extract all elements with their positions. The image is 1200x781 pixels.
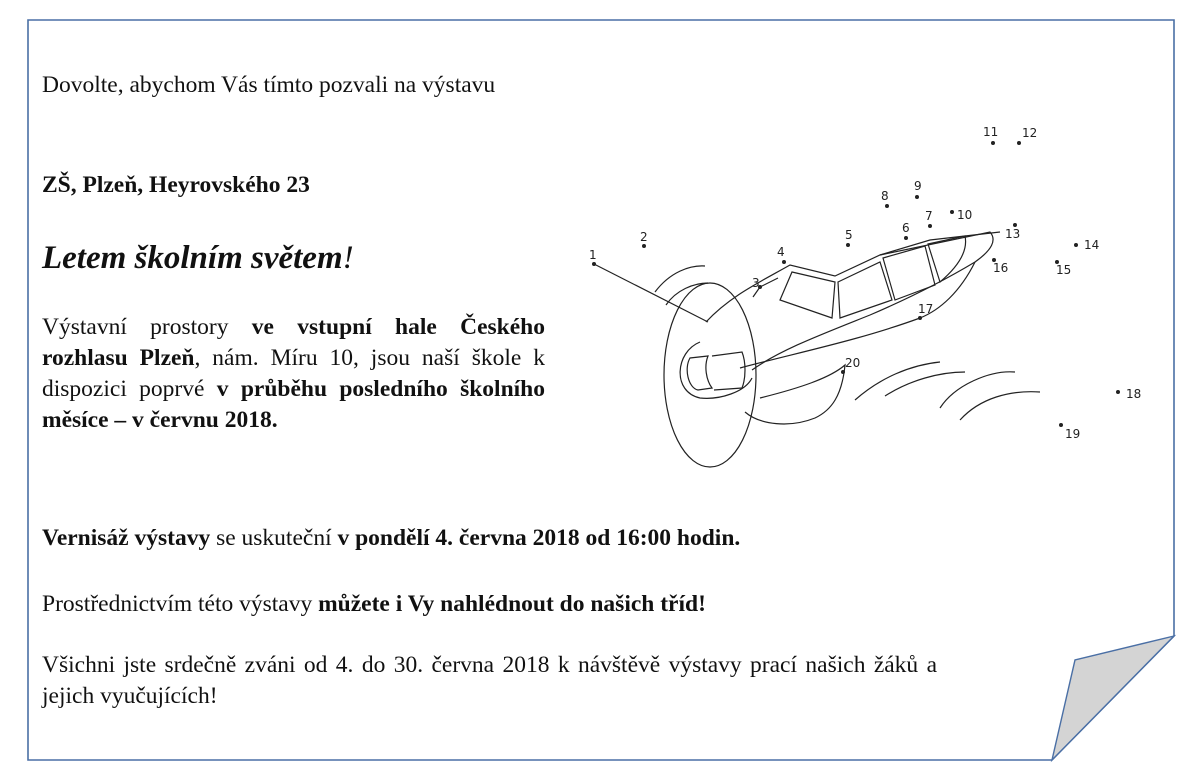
invitation-text: Prostřednictvím této výstavy bbox=[42, 591, 319, 617]
exhibition-title-text: Letem školním světem bbox=[42, 240, 343, 276]
invitation-paragraph bbox=[42, 589, 706, 620]
dot-number: 17 bbox=[918, 302, 934, 316]
dot-number: 1 bbox=[589, 248, 597, 262]
venue-text-2: , nám. Míru 10, jsou naší škole k dispozici poprvé bbox=[42, 345, 545, 402]
vernisage-label: Vernisáž výstavy bbox=[42, 525, 211, 551]
venue-text-1: Výstavní prostory bbox=[42, 314, 252, 340]
closing-paragraph: Všichni jste srdečně zváni od 4. do 30. června 2018 k návštěvě výstavy prací našich žáků a jejich vyučujících! bbox=[42, 652, 937, 709]
dot-number: 19 bbox=[1065, 427, 1081, 441]
dot-number: 8 bbox=[881, 189, 889, 203]
dot-number: 15 bbox=[1056, 263, 1072, 277]
dot-number: 7 bbox=[925, 209, 933, 223]
exhibition-title bbox=[42, 238, 354, 278]
dot-number: 10 bbox=[957, 208, 973, 222]
school-address: ZŠ, Plzeň, Heyrovského 23 bbox=[42, 172, 310, 198]
dot-number: 4 bbox=[777, 245, 785, 259]
dot-number: 11 bbox=[983, 125, 999, 139]
dot-number: 13 bbox=[1005, 227, 1021, 241]
venue-period: v průběhu posledního školního měsíce – v červnu 2018. bbox=[42, 376, 545, 433]
dot-number: 5 bbox=[845, 228, 853, 242]
invitation-highlight: můžete i Vy nahlédnout do našich tříd! bbox=[318, 591, 706, 617]
venue-location: ve vstupní hale Českého rozhlasu Plzeň bbox=[42, 314, 545, 371]
vernisage-paragraph bbox=[42, 523, 740, 554]
dot-number: 16 bbox=[993, 261, 1009, 275]
dot-number: 12 bbox=[1022, 126, 1038, 140]
dot-number: 18 bbox=[1126, 387, 1142, 401]
venue-paragraph bbox=[42, 312, 545, 436]
dot-number: 14 bbox=[1084, 238, 1100, 252]
dot-number: 2 bbox=[640, 230, 648, 244]
exhibition-title-mark: ! bbox=[342, 240, 354, 276]
dot-number: 9 bbox=[914, 179, 922, 193]
vernisage-text: se uskuteční bbox=[210, 525, 338, 551]
dot-number: 20 bbox=[845, 356, 861, 370]
dot-number: 6 bbox=[902, 221, 910, 235]
vernisage-date: v pondělí 4. června 2018 od 16:00 hodin. bbox=[337, 525, 741, 551]
intro-text: Dovolte, abychom Vás tímto pozvali na výstavu bbox=[42, 72, 496, 98]
dot-number: 3 bbox=[752, 276, 760, 290]
